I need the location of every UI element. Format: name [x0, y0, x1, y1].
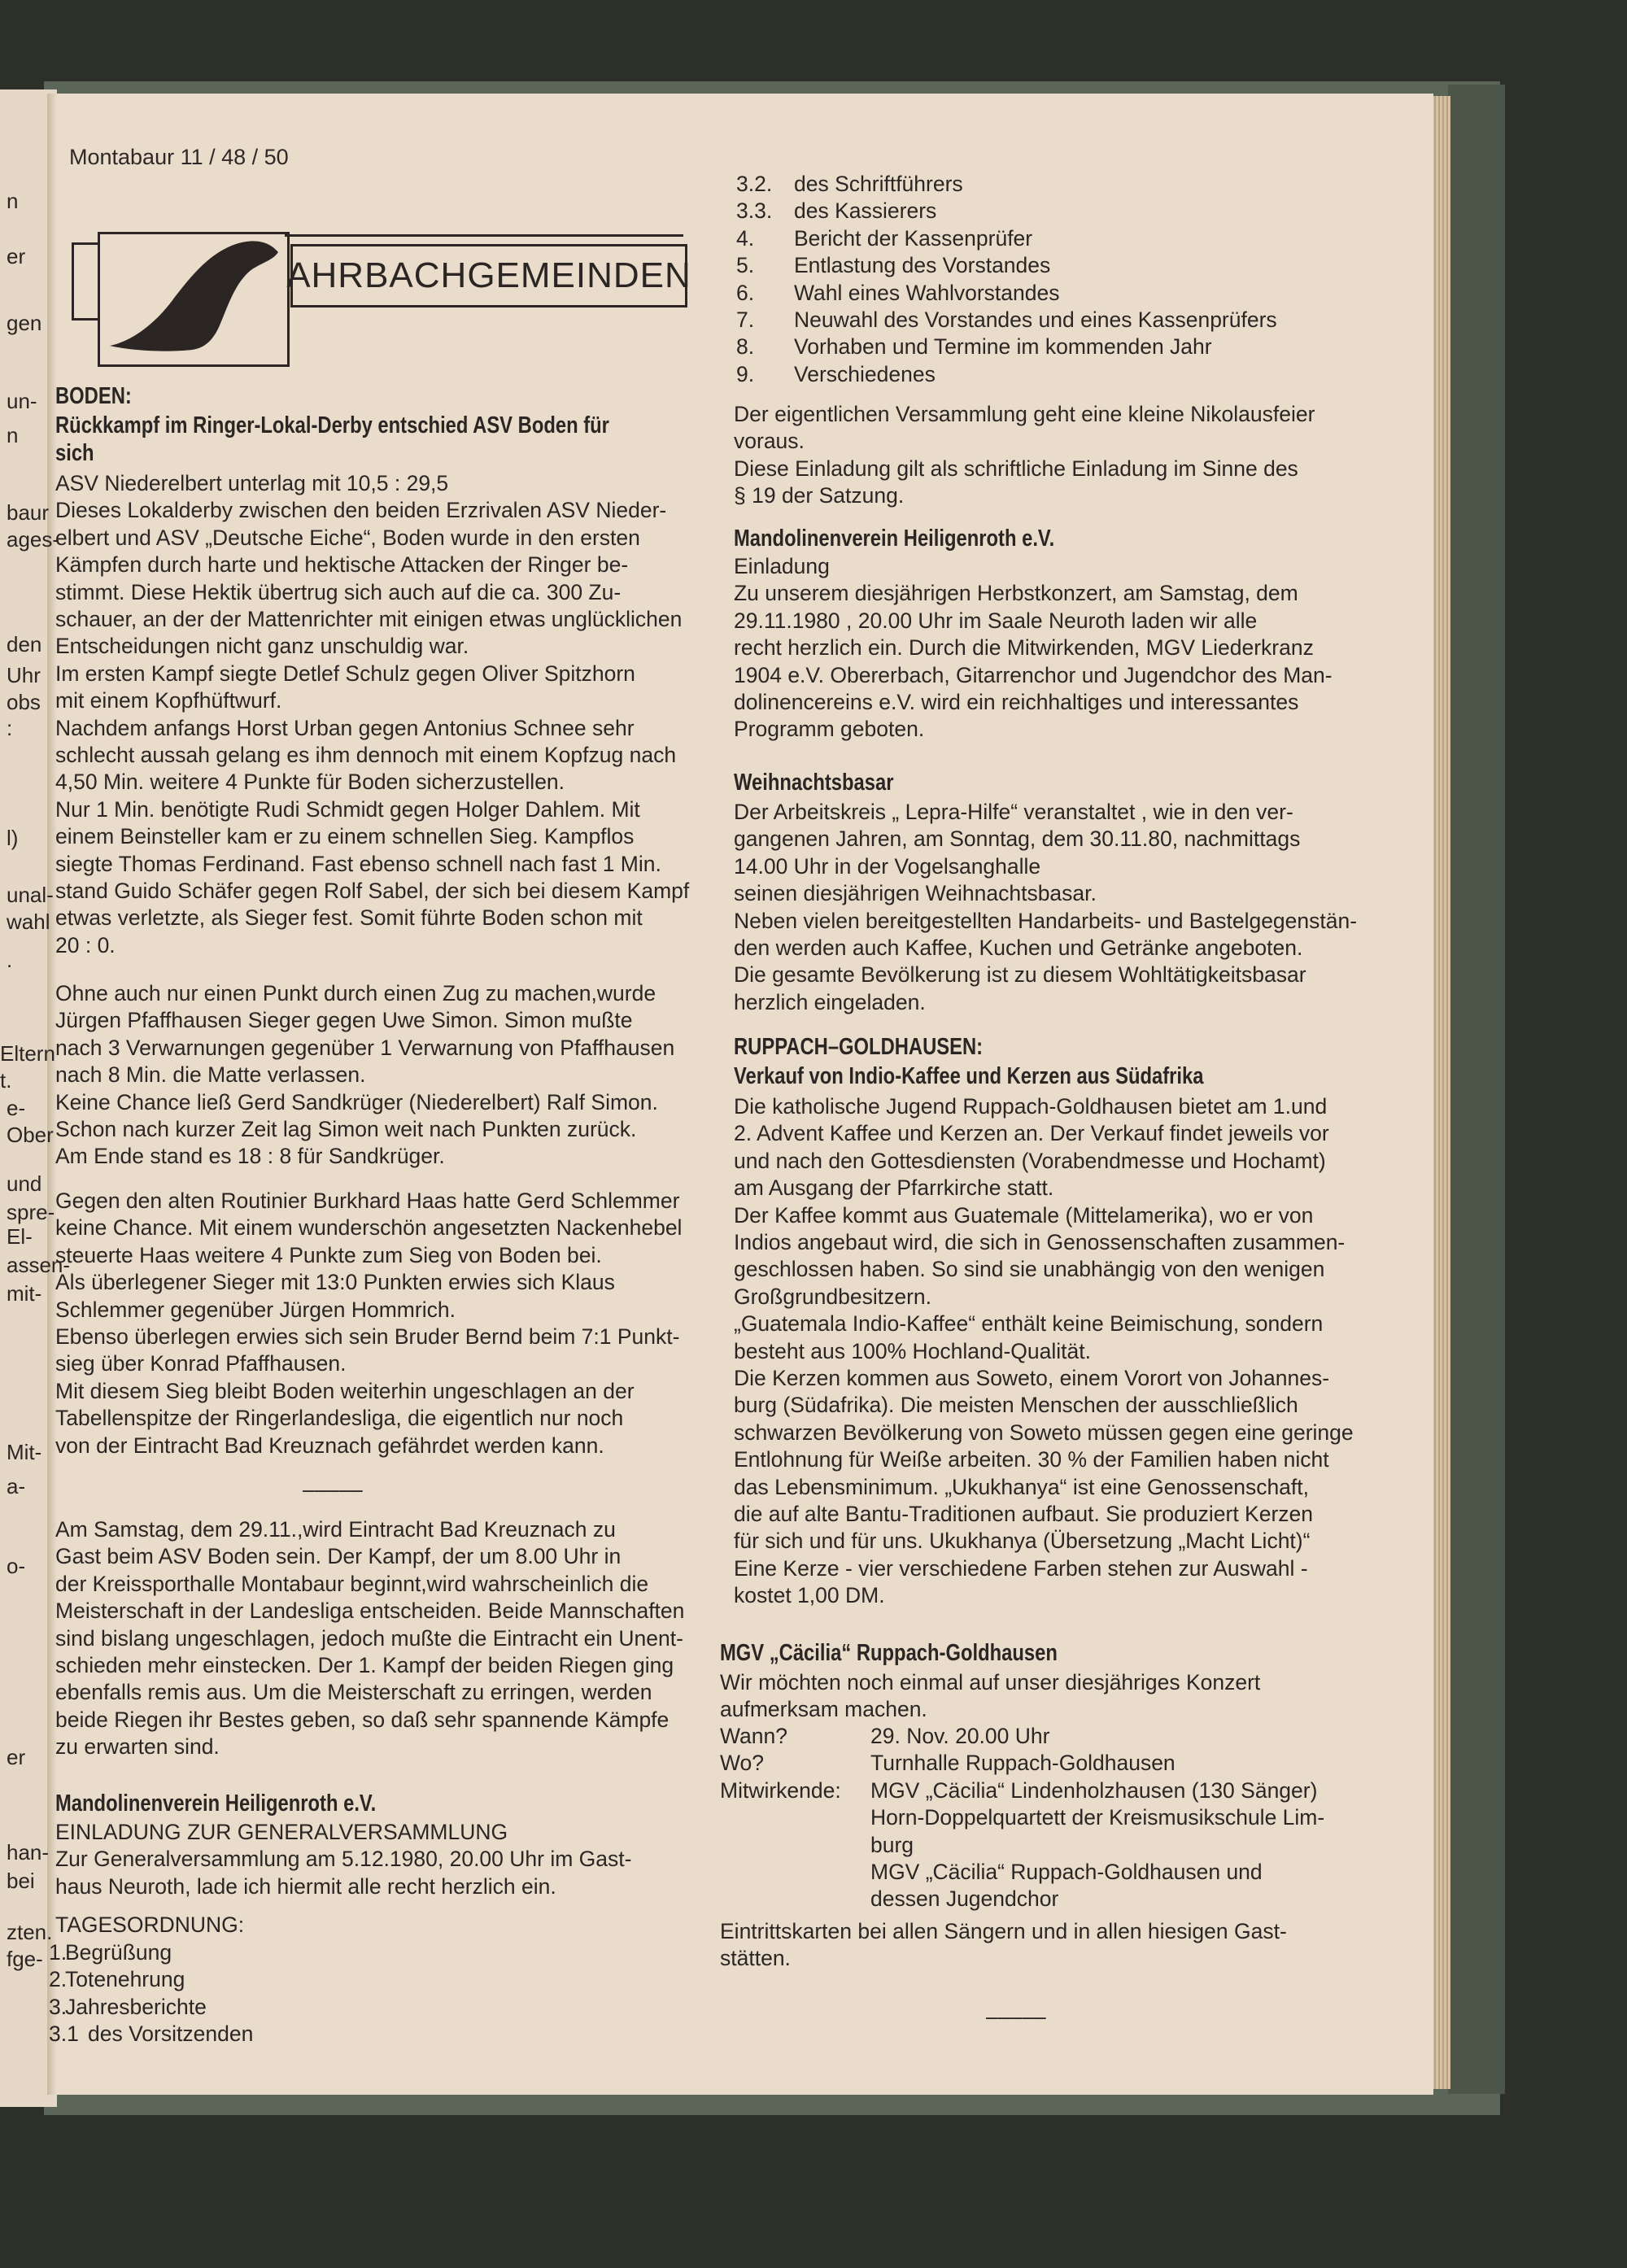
left-page-fragment: baur	[7, 500, 50, 525]
agenda-item: Totenehrung	[65, 1967, 185, 1992]
text-line: einem Beinsteller kam er zu einem schnellen Sieg. Kampflos	[55, 824, 635, 849]
agenda-item: Entlastung des Vorstandes	[794, 253, 1051, 278]
text-line: Der Kaffee kommt aus Guatemale (Mittelamerika), wo er von	[734, 1202, 1314, 1228]
text-line: haus Neuroth, lade ich hiermit alle recht herzlich ein.	[55, 1873, 556, 1899]
text-line: Schlemmer gegenüber Jürgen Hommrich.	[55, 1297, 456, 1322]
text-line: Mit diesem Sieg bleibt Boden weiterhin ungeschlagen an der	[55, 1378, 635, 1403]
agenda-number: 7.	[736, 307, 755, 332]
agenda-item: des Schriftführers	[794, 172, 963, 196]
left-page-fragment: spre-	[7, 1200, 55, 1224]
text-line: Entscheidungen nicht ganz unschuldig war.	[55, 634, 469, 659]
binder-spine-edge	[1448, 85, 1505, 2094]
text-line: zu erwarten sind.	[55, 1734, 220, 1760]
text-line: 1904 e.V. Obererbach, Gitarrenchor und Jugendchor des Man-	[734, 662, 1333, 687]
text-line: § 19 der Satzung.	[734, 483, 905, 508]
text-line: Tabellenspitze der Ringerlandesliga, die eigentlich nur noch	[55, 1406, 624, 1431]
text-line: Dieses Lokalderby zwischen den beiden Erzrivalen ASV Nieder-	[55, 498, 667, 523]
text-line: stimmt. Diese Hektik übertrug sich auch auf die ca. 300 Zu-	[55, 579, 622, 604]
river-logo-icon	[98, 228, 293, 366]
text-line: ebenfalls remis aus. Um die Meisterschaft zu erringen, werden	[55, 1680, 652, 1705]
agenda-item: Wahl eines Wahlvorstandes	[794, 280, 1060, 305]
agenda-number: 5.	[736, 253, 755, 278]
text-line: Die gesamte Bevölkerung ist zu diesem Wohltätigkeitsbasar	[734, 962, 1306, 988]
left-page-fragment: El-	[7, 1224, 33, 1249]
text-line: Jürgen Pfaffhausen Sieger gegen Uwe Simon. Simon mußte	[55, 1008, 633, 1033]
left-page-fragment: Eltern	[0, 1041, 55, 1066]
agenda-item: Vorhaben und Termine im kommenden Jahr	[794, 334, 1212, 360]
text-line: Entlohnung für Weiße arbeiten. 30 % der Familien haben nicht	[734, 1447, 1329, 1472]
detail-value: Horn-Doppelquartett der Kreismusikschule Lim-	[870, 1805, 1325, 1830]
text-line: dolinencereins e.V. wird ein reichhaltiges und interessantes	[734, 690, 1299, 714]
text-line: für sich und für uns. Ukukhanya (Übersetzung „Macht Licht)“	[734, 1529, 1311, 1554]
left-page-fragment: obs	[7, 690, 41, 714]
text-line: der Kreissporthalle Montabaur beginnt,wird wahrscheinlich die	[55, 1571, 649, 1596]
text-line: Wir möchten noch einmal auf unser diesjähriges Konzert	[720, 1670, 1261, 1694]
left-page-fragment: fge-	[7, 1947, 43, 1971]
subheading-ruppach: RUPPACH–GOLDHAUSEN:	[734, 1034, 984, 1060]
left-page-fragment: Ober	[7, 1123, 54, 1147]
left-page-fragment: l)	[7, 826, 19, 850]
text-line: gangenen Jahren, am Sonntag, dem 30.11.80, nachmittags	[734, 827, 1301, 852]
left-page-fragment: o-	[7, 1554, 26, 1578]
text-line: beide Riegen ihr Bestes geben, so daß sehr spannende Kämpfe	[55, 1707, 670, 1732]
agenda-item: Begrüßung	[65, 1940, 172, 1965]
agenda-number: 8.	[736, 334, 755, 360]
subheading-mgv: MGV „Cäcilia“ Ruppach-Goldhausen	[720, 1640, 1058, 1666]
separator: –––––	[986, 2004, 1046, 2029]
agenda-item: des Vorsitzenden	[88, 2022, 254, 2047]
agenda-number: 3.	[49, 1994, 68, 2019]
section-heading-boden: BODEN:	[55, 383, 132, 409]
text-line: Neben vielen bereitgestellten Handarbeits- und Bastelgegenstän-	[734, 908, 1358, 933]
text-line: recht herzlich ein. Durch die Mitwirkenden, MGV Liederkranz	[734, 635, 1314, 661]
running-head: Montabaur 11 / 48 / 50	[69, 145, 289, 169]
text-line: Die Kerzen kommen aus Soweto, einem Vorort von Johannes-	[734, 1366, 1330, 1390]
article-headline: sich	[55, 440, 94, 466]
left-page-fragment: n	[7, 423, 19, 447]
text-line: Am Ende stand es 18 : 8 für Sandkrüger.	[55, 1144, 445, 1169]
agenda-label: TAGESORDNUNG:	[55, 1913, 245, 1937]
text-line: Der Arbeitskreis „ Lepra-Hilfe“ veranstaltet , wie in den ver-	[734, 800, 1293, 824]
text-line: 2. Advent Kaffee und Kerzen an. Der Verkauf findet jeweils vor	[734, 1121, 1329, 1146]
detail-label: Wo?	[720, 1751, 765, 1776]
text-line: Ohne auch nur einen Punkt durch einen Zug zu machen,wurde	[55, 981, 656, 1005]
text-line: Gegen den alten Routinier Burkhard Haas hatte Gerd Schlemmer	[55, 1189, 680, 1213]
text-line: schwarzen Bevölkerung von Soweto müssen gegen eine geringe	[734, 1420, 1354, 1445]
agenda-item: des Kassierers	[794, 198, 937, 224]
detail-value: Turnhalle Ruppach-Goldhausen	[870, 1751, 1176, 1776]
text-line: und nach den Gottesdiensten (Vorabendmesse und Hochamt)	[734, 1148, 1326, 1173]
text-line: siegte Thomas Ferdinand. Fast ebenso schnell nach fast 1 Min.	[55, 851, 661, 876]
agenda-item: Neuwahl des Vorstandes und eines Kassenprüfers	[794, 307, 1277, 332]
detail-label: Mitwirkende:	[720, 1777, 841, 1803]
left-page-fragment: und	[7, 1171, 42, 1196]
agenda-number: 3.1	[49, 2022, 79, 2047]
text-line: steuerte Haas weitere 4 Punkte zum Sieg von Boden bei.	[55, 1242, 602, 1267]
text-line: geschlossen haben. So sind sie unabhängig von den wenigen	[734, 1257, 1325, 1282]
text-line: Die katholische Jugend Ruppach-Goldhausen bietet am 1.und	[734, 1094, 1328, 1119]
text-line: aufmerksam machen.	[720, 1697, 927, 1722]
text-line: Eine Kerze - vier verschiedene Farben stehen zur Auswahl -	[734, 1555, 1308, 1581]
agenda-number: 3.3.	[736, 198, 773, 224]
text-line: 14.00 Uhr in der Vogelsanghalle	[734, 853, 1041, 879]
detail-label: Wann?	[720, 1724, 787, 1748]
left-page-fragment: ages-	[7, 527, 60, 552]
left-page-fragment: er	[7, 1745, 26, 1769]
text-line: Im ersten Kampf siegte Detlef Schulz gegen Oliver Spitzhorn	[55, 661, 635, 686]
left-page-fragment: unal-	[7, 883, 54, 907]
subheading-basar: Weihnachtsbasar	[734, 770, 894, 796]
detail-value: 29. Nov. 20.00 Uhr	[870, 1724, 1050, 1748]
text-line: ASV Niederelbert unterlag mit 10,5 : 29,5	[55, 471, 449, 495]
agenda-number: 2.	[49, 1967, 68, 1992]
text-line: „Guatemala Indio-Kaffee“ enthält keine Beimischung, sondern	[734, 1311, 1324, 1337]
logo-rule	[285, 234, 683, 237]
text-line: etwas verletzte, als Sieger fest. Somit führte Boden schon mit	[55, 905, 643, 931]
left-page-fragment: e-	[7, 1096, 26, 1120]
text-line: Kämpfen durch harte und hektische Attacken der Ringer be-	[55, 552, 629, 578]
text-line: Zur Generalversammlung am 5.12.1980, 20.00 Uhr im Gast-	[55, 1847, 632, 1872]
text-line: stätten.	[720, 1946, 791, 1971]
left-page-fragment: zten.	[7, 1920, 53, 1944]
left-page-fragment: er	[7, 244, 26, 268]
agenda-number: 3.2.	[736, 172, 773, 196]
text-line: nach 8 Min. die Matte verlassen.	[55, 1062, 366, 1088]
text-line: das Lebensminimum. „Ukukhanya“ ist eine Genossenschaft,	[734, 1474, 1310, 1499]
text-line: die auf alte Bantu-Traditionen aufbaut. Sie produziert Kerzen	[734, 1502, 1314, 1526]
text-line: Indios angebaut wird, die sich in Genossenschaften zusammen-	[734, 1230, 1346, 1254]
logo-frame-left	[72, 242, 98, 321]
text-line: nach 3 Verwarnungen gegenüber 1 Verwarnung von Pfaffhausen	[55, 1035, 675, 1060]
left-page-fragment: Uhr	[7, 663, 41, 687]
subheading-mandolin: Mandolinenverein Heiligenroth e.V.	[55, 1790, 377, 1817]
agenda-number: 1.	[49, 1940, 68, 1965]
text-line: von der Eintracht Bad Kreuznach gefährdet werden kann.	[55, 1433, 604, 1458]
text-line: Gast beim ASV Boden sein. Der Kampf, der um 8.00 Uhr in	[55, 1544, 622, 1569]
left-page-fragment: han-	[7, 1840, 50, 1865]
left-page-fragment: t.	[0, 1068, 12, 1093]
text-line: herzlich eingeladen.	[734, 989, 926, 1014]
subheading-mandolin-2: Mandolinenverein Heiligenroth e.V.	[734, 526, 1055, 552]
text-line: keine Chance. Mit einem wunderschön angesetzten Nackenhebel	[55, 1215, 683, 1241]
text-line: Am Samstag, dem 29.11.,wird Eintracht Bad Kreuznach zu	[55, 1517, 616, 1542]
text-line: schlecht aussah gelang es ihm dennoch mit einem Kopfzug nach	[55, 743, 677, 767]
agenda-item: Verschiedenes	[794, 361, 936, 386]
subheading-kaffee: Verkauf von Indio-Kaffee und Kerzen aus Südafrika	[734, 1063, 1204, 1089]
agenda-item: Bericht der Kassenprüfer	[794, 225, 1033, 251]
agenda-number: 9.	[736, 361, 755, 386]
section-title: AHRBACHGEMEINDEN	[286, 255, 691, 295]
text-line: seinen diesjährigen Weihnachtsbasar.	[734, 881, 1097, 906]
text-line: Meisterschaft in der Landesliga entscheiden. Beide Mannschaften	[55, 1599, 685, 1624]
text-line: mit einem Kopfhüftwurf.	[55, 688, 282, 713]
left-page-fragment: .	[7, 948, 13, 972]
text-line: Einladung	[734, 554, 830, 578]
text-line: Nur 1 Min. benötigte Rudi Schmidt gegen Holger Dahlem. Mit	[55, 796, 640, 822]
left-page-fragment: den	[7, 632, 42, 656]
detail-value: MGV „Cäcilia“ Ruppach-Goldhausen und	[870, 1860, 1263, 1884]
text-line: den werden auch Kaffee, Kuchen und Getränke angeboten.	[734, 936, 1303, 960]
text-line: Der eigentlichen Versammlung geht eine kleine Nikolausfeier	[734, 402, 1315, 426]
text-line: burg (Südafrika). Die meisten Menschen der ausschließlich	[734, 1393, 1298, 1418]
left-page-fragment: wahl	[7, 909, 50, 934]
detail-value: dessen Jugendchor	[870, 1886, 1059, 1912]
text-line: voraus.	[734, 429, 805, 454]
text-line: schauer, an der der Mattenrichter mit einigen etwas unglücklichen	[55, 607, 683, 631]
text-line: Keine Chance ließ Gerd Sandkrüger (Niederelbert) Ralf Simon.	[55, 1089, 658, 1114]
text-line: sind bislang ungeschlagen, jedoch mußte die Eintracht ein Unent-	[55, 1625, 683, 1651]
text-line: Programm geboten.	[734, 717, 925, 742]
left-page-fragment: mit-	[7, 1281, 42, 1306]
text-line: Nachdem anfangs Horst Urban gegen Antonius Schnee sehr	[55, 715, 635, 740]
left-page-fragment: a-	[7, 1474, 26, 1498]
left-page-fragment: gen	[7, 311, 42, 335]
left-page-fragment: bei	[7, 1869, 35, 1893]
text-line: Als überlegener Sieger mit 13:0 Punkten erwies sich Klaus	[55, 1270, 615, 1295]
text-line: 4,50 Min. weitere 4 Punkte für Boden sicherzustellen.	[55, 770, 565, 795]
text-line: besteht aus 100% Hochland-Qualität.	[734, 1338, 1091, 1363]
detail-value: MGV „Cäcilia“ Lindenholzhausen (130 Sänger)	[870, 1777, 1318, 1803]
left-page-fragment: :	[7, 716, 13, 740]
left-page-fragment: Mit-	[7, 1440, 42, 1464]
text-line: schieden mehr einstecken. Der 1. Kampf der beiden Riegen ging	[55, 1653, 674, 1677]
agenda-number: 4.	[736, 225, 755, 251]
text-line: EINLADUNG ZUR GENERALVERSAMMLUNG	[55, 1820, 508, 1844]
agenda-number: 6.	[736, 280, 755, 305]
detail-value: burg	[870, 1832, 914, 1857]
text-line: am Ausgang der Pfarrkirche statt.	[734, 1175, 1054, 1201]
text-line: 29.11.1980 , 20.00 Uhr im Saale Neuroth laden wir alle	[734, 608, 1258, 633]
text-line: elbert und ASV „Deutsche Eiche“, Boden wurde in den ersten	[55, 525, 640, 550]
left-page-fragment: n	[7, 189, 19, 213]
separator: –––––	[303, 1477, 363, 1502]
text-line: Eintrittskarten bei allen Sängern und in allen hiesigen Gast-	[720, 1919, 1287, 1943]
left-page-fragment: assen-	[7, 1253, 71, 1277]
text-line: stand Guido Schäfer gegen Rolf Sabel, der sich bei diesem Kampf	[55, 879, 690, 903]
text-line: kostet 1,00 DM.	[734, 1583, 885, 1608]
section-title-box	[286, 244, 691, 307]
text-line: Diese Einladung gilt als schriftliche Einladung im Sinne des	[734, 456, 1298, 481]
text-line: Schon nach kurzer Zeit lag Simon weit nach Punkten zurück.	[55, 1117, 637, 1141]
article-headline: Rückkampf im Ringer-Lokal-Derby entschied ASV Boden für	[55, 412, 609, 438]
agenda-item: Jahresberichte	[65, 1994, 207, 2019]
left-page-fragment: un-	[7, 389, 37, 413]
text-line: Großgrundbesitzern.	[734, 1284, 932, 1309]
text-line: 20 : 0.	[55, 932, 116, 957]
text-line: sieg über Konrad Pfaffhausen.	[55, 1351, 347, 1376]
text-line: Zu unserem diesjährigen Herbstkonzert, am Samstag, dem	[734, 581, 1298, 606]
text-line: Ebenso überlegen erwies sich sein Bruder Bernd beim 7:1 Punkt-	[55, 1324, 680, 1349]
